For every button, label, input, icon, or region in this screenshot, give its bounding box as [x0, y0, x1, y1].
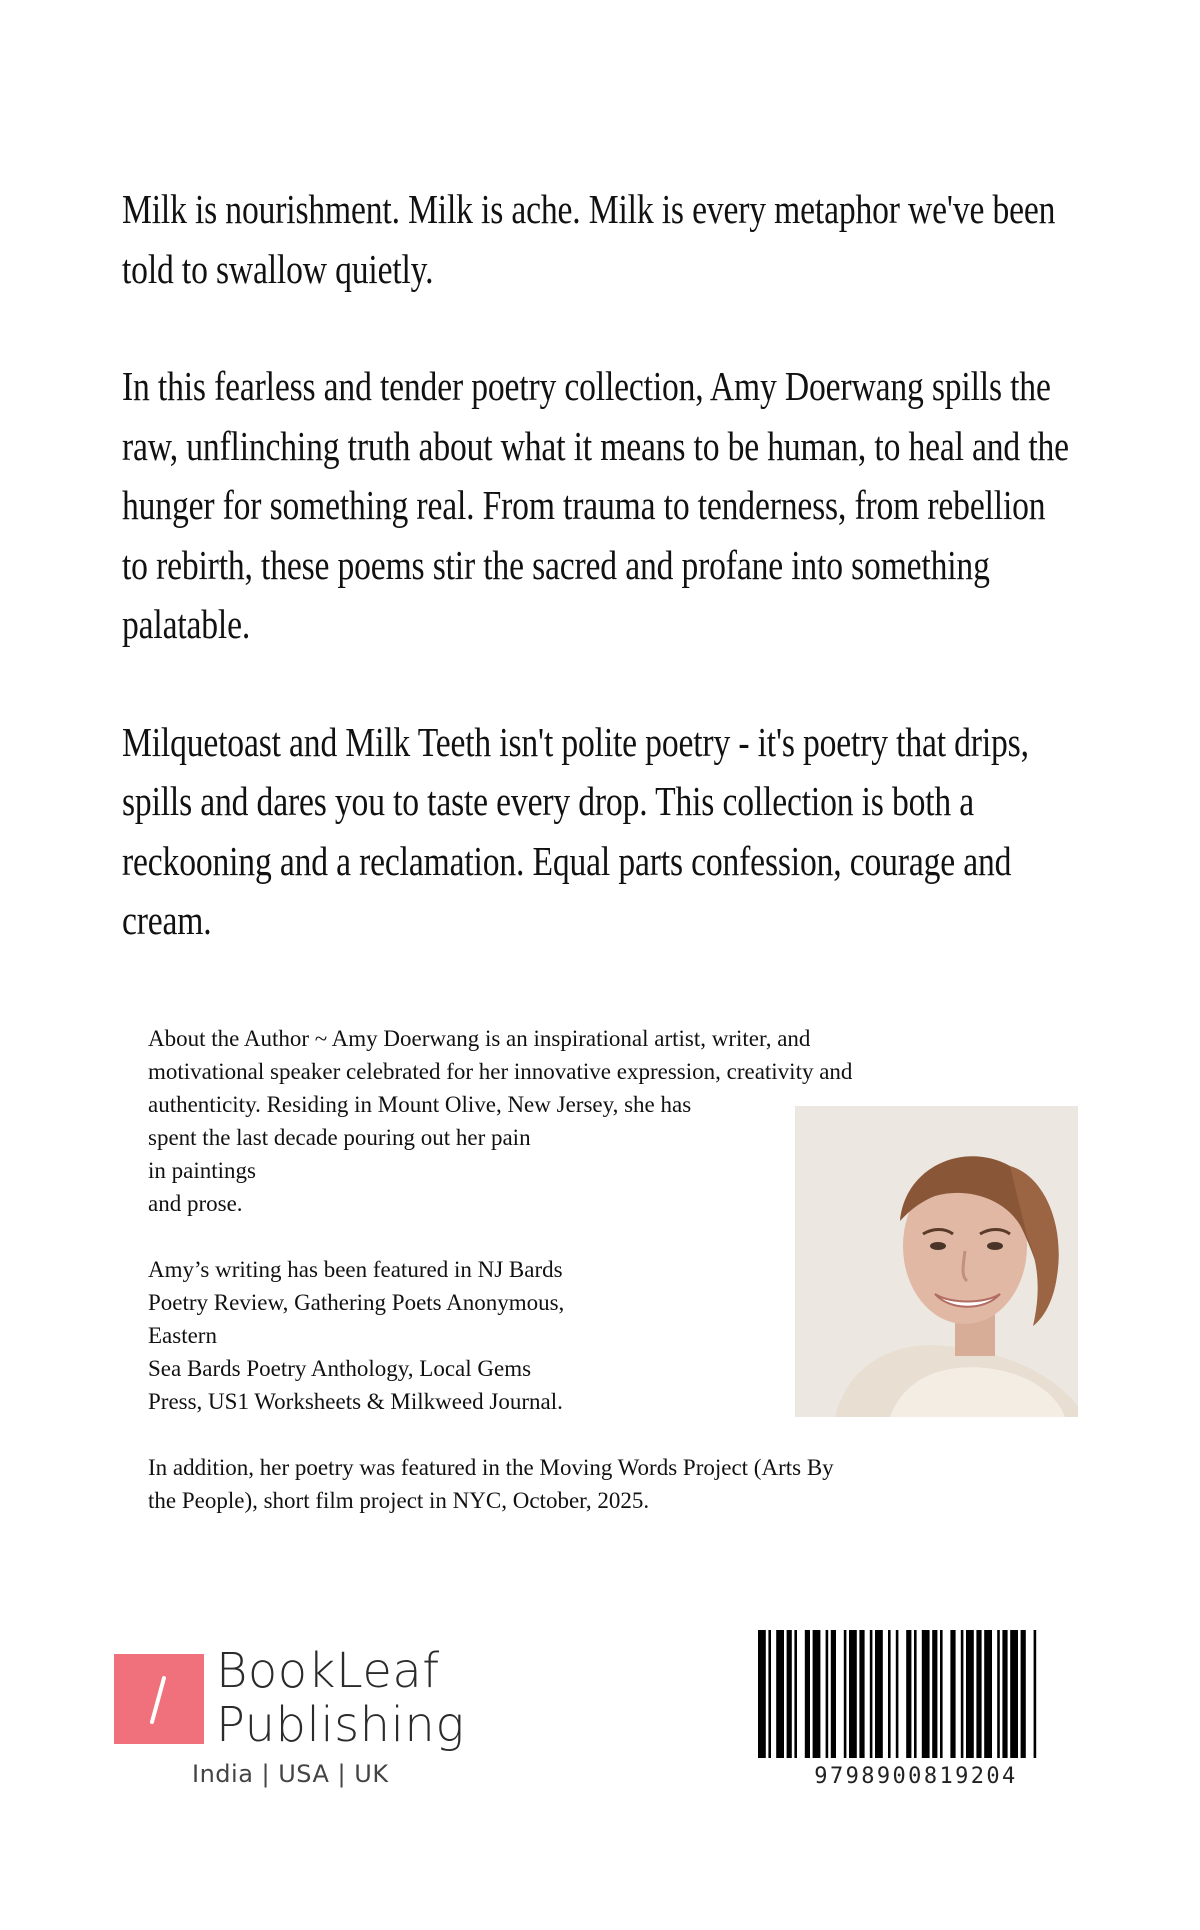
barcode-bar: [758, 1630, 766, 1758]
bio-paragraph-2: Amy’s writing has been featured in NJ Bards Poetry Review, Gathering Poets Anonymous, Eastern Sea Bards Poetry Anthology, Local Gems Press, US1 Worksheets & Milkweed Journal.: [148, 1257, 565, 1414]
barcode-bar: [922, 1630, 930, 1758]
blurb-paragraph-2: In this fearless and tender poetry collection, Amy Doerwang spills the raw, unflinching truth about what it means to be human, to heal and the hunger for something real. From trauma to tenderness, from rebellion to rebirth, these poems stir the sacred and profane into something palatable.: [122, 363, 1069, 647]
barcode-bar: [859, 1630, 864, 1758]
barcode-bar: [844, 1630, 847, 1758]
barcode-bar: [888, 1630, 891, 1758]
slash-icon: [114, 1654, 204, 1744]
barcode-bar: [914, 1630, 917, 1758]
barcode-bar: [870, 1630, 873, 1758]
blurb-paragraph-1: Milk is nourishment. Milk is ache. Milk is every metaphor we've been told to swallow quietly.: [122, 186, 1056, 292]
barcode-bar: [896, 1630, 899, 1758]
barcode-bar: [950, 1630, 955, 1758]
barcode-bar: [813, 1630, 821, 1758]
author-photo: [795, 1106, 1078, 1417]
publisher-name-line2: Publishing: [216, 1697, 465, 1753]
barcode-bar: [984, 1630, 992, 1758]
barcode-bar: [849, 1630, 857, 1758]
blurb-paragraph-3: Milquetoast and Milk Teeth isn't polite poetry - it's poetry that drips, spills and dares you to taste every drop. This collection is both a reckooning and a reclamation. Equal parts confession, courage and cream.: [122, 718, 1029, 943]
barcode-bar: [1021, 1630, 1026, 1758]
author-portrait-image: [795, 1106, 1078, 1417]
barcode-bar: [805, 1630, 810, 1758]
barcode-bar: [826, 1630, 829, 1758]
barcode-bar: [776, 1630, 784, 1758]
isbn-barcode: [758, 1630, 1074, 1789]
barcode-graphic: [758, 1630, 1074, 1758]
isbn-number: 9798900819204: [814, 1764, 1018, 1789]
barcode-bar: [1002, 1630, 1007, 1758]
publisher-name-line1: BookLeaf: [216, 1643, 440, 1699]
barcode-bar: [997, 1630, 1000, 1758]
bio-paragraph-3: In addition, her poetry was featured in the Moving Words Project (Arts By the People), short film project in NYC, October, 2025.: [148, 1455, 834, 1513]
barcode-bar: [768, 1630, 771, 1758]
barcode-bar: [831, 1630, 836, 1758]
barcode-bar: [906, 1630, 911, 1758]
barcode-bar: [961, 1630, 964, 1758]
publisher-logo-text: [216, 1644, 465, 1752]
barcode-bar: [1034, 1630, 1037, 1758]
publisher-regions: India | USA | UK: [192, 1760, 389, 1788]
publisher-logo-mark: [114, 1654, 204, 1744]
book-blurb: [122, 180, 1102, 1009]
barcode-bar: [940, 1630, 943, 1758]
barcode-bar: [932, 1630, 937, 1758]
bio-paragraph-1: About the Author ~ Amy Doerwang is an inspirational artist, writer, and motivational speaker celebrated for her innovative expression, creativity and authenticity. Residing in Mount Olive, New Jersey, she has spent the last decade pouring out her pain in paintings and prose.: [148, 1026, 853, 1216]
barcode-bar: [787, 1630, 792, 1758]
barcode-bar: [976, 1630, 981, 1758]
barcode-bar: [875, 1630, 883, 1758]
barcode-bar: [794, 1630, 797, 1758]
barcode-bar: [1010, 1630, 1018, 1758]
barcode-bar: [966, 1630, 974, 1758]
